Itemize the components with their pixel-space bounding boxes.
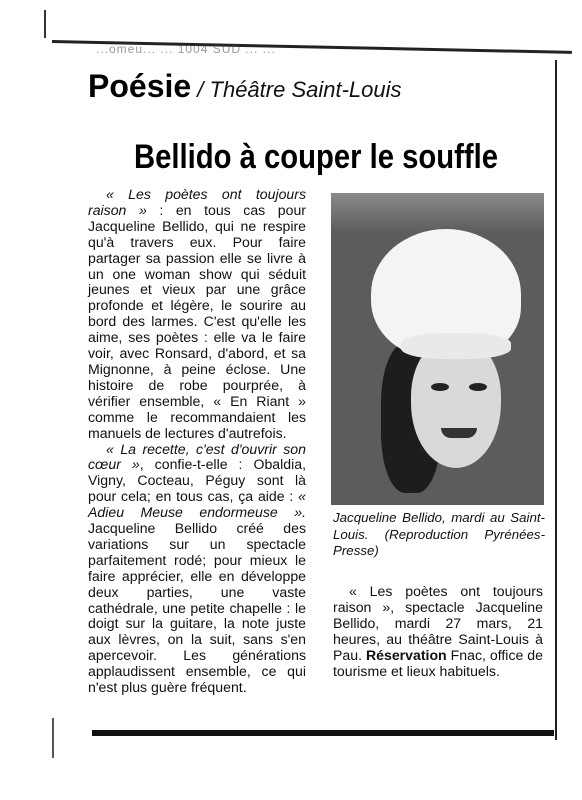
- column-rule: [555, 60, 557, 740]
- photo-eye: [431, 383, 449, 391]
- photo-mouth: [441, 428, 477, 438]
- section-header: [88, 68, 402, 105]
- photo-eye: [469, 383, 487, 391]
- photo-hat-brim: [401, 333, 511, 359]
- section-name: Poésie: [88, 68, 192, 104]
- event-info: [333, 584, 543, 679]
- event-info-paragraph: [333, 584, 543, 679]
- scan-edge-mark: [44, 10, 46, 38]
- photo-caption: Jacqueline Bellido, mardi au Saint-Louis. (Reproduction Pyrénées-Presse): [333, 510, 545, 558]
- section-subtitle: Théâtre Saint-Louis: [209, 77, 402, 102]
- section-separator: /: [191, 77, 210, 102]
- bottom-rule: [92, 730, 554, 736]
- scan-header-fragment: ...omeu... ... 1004 SUD ... ...: [96, 42, 276, 56]
- scan-margin-mark: [52, 718, 54, 758]
- article-body: [88, 187, 306, 696]
- paragraph-text: Jacqueline Bellido créé des variations sur un spectacle parfaitement rodé; pour mieux le faire apprécier, elle en développe deux parties, une vaste cathédrale, une petite chapelle : le doigt sur la guitare, la note juste aux lèvres, on la suit, sans s'en apercevoir. Les générations applaudissent ensemble, ce qui n'est plus guère fréquent.: [88, 520, 306, 696]
- article-paragraph: [88, 442, 306, 697]
- quote: « La recette, c'est d'ouvrir son cœur »: [88, 440, 306, 473]
- article-headline: Bellido à couper le souffle: [134, 138, 498, 176]
- quote: « Les poètes ont toujours raison »: [88, 186, 306, 218]
- article-paragraph: [88, 187, 306, 442]
- reservation-detail: Fnac, office de tourisme et lieux habituels.: [333, 646, 543, 679]
- photo-background: [331, 193, 544, 233]
- paragraph-text: : en tous cas pour Jacqueline Bellido, qui ne respire qu'à travers eux. Pour faire partager sa passion elle se livre à un one woman show qui séduit jeunes et vieux par une grâce profonde et légère, le sourire au bord des larmes. C'est qu'elle les aime, ses poètes : elle va le faire voir, avec Ronsard, d'abord, et sa Mignonne, à peine éclose. Une histoire de robe pourprée, à vérifier ensemble, « En Riant » comme le recommandaient les manuels de lectures d'autrefois.: [88, 201, 307, 441]
- event-info-text: « Les poètes ont toujours raison », spectacle Jacqueline Bellido, mardi 27 mars, 21 heures, au théâtre Saint-Louis à Pau.: [333, 583, 543, 663]
- reservation-label: Réservation: [365, 646, 447, 663]
- quote: « Adieu Meuse endormeuse ».: [88, 488, 306, 521]
- portrait-photo: [331, 193, 544, 505]
- paragraph-text: , confie-t-elle : Obaldia, Vigny, Cocteau, Péguy sont là pour cela; en tous cas, ça aide :: [88, 456, 306, 505]
